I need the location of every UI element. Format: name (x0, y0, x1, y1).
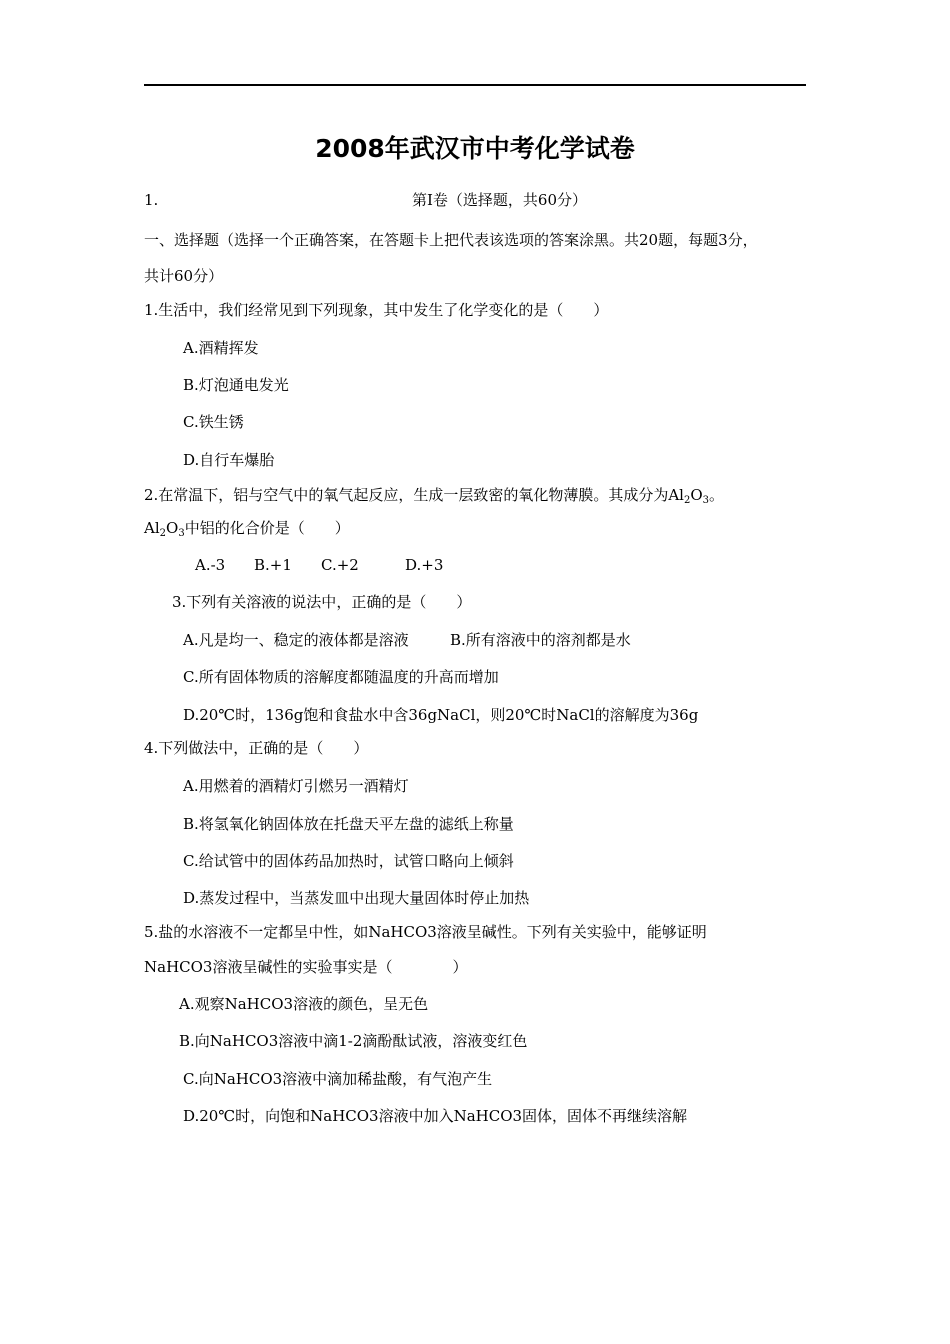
question-4-option-a: A.用燃着的酒精灯引燃另一酒精灯 (183, 777, 409, 795)
instructions-line-2: 共计60分） (144, 267, 224, 285)
question-3-option-b: B.所有溶液中的溶剂都是水 (450, 631, 631, 649)
oxygen-symbol: O (690, 486, 703, 504)
question-5-option-a: A.观察NaHCO3溶液的颜色，呈无色 (179, 995, 429, 1013)
question-3-option-a: A.凡是均一、稳定的液体都是溶液 (183, 631, 409, 649)
question-4-option-b: B.将氢氧化钠固体放在托盘天平左盘的滤纸上称量 (183, 815, 514, 833)
header-rule (144, 84, 806, 86)
question-3-option-c: C.所有固体物质的溶解度都随温度的升高而增加 (183, 668, 499, 686)
question-5-stem-line-2: NaHCO3溶液呈碱性的实验事实是（ ） (144, 958, 468, 976)
question-1-option-b: B.灯泡通电发光 (183, 376, 289, 394)
question-2-stem-text-2: 中铝的化合价是（ ） (184, 519, 350, 537)
question-1-option-d: D.自行车爆胎 (183, 451, 275, 469)
question-5-option-d: D.20℃时，向饱和NaHCO3溶液中加入NaHCO3固体，固体不再继续溶解 (183, 1107, 688, 1125)
page-title: 2008年武汉市中考化学试卷 (315, 134, 635, 163)
question-2-option-b: B.+1 (254, 556, 292, 574)
question-2-stem-text: 2.在常温下，铝与空气中的氧气起反应，生成一层致密的氧化物薄膜。其成分为Al (144, 486, 684, 504)
question-5-option-b: B.向NaHCO3溶液中滴1-2滴酚酞试液，溶液变红色 (179, 1032, 528, 1050)
subscript-2: 2 (159, 528, 167, 539)
question-5-stem-line-1: 5.盐的水溶液不一定都呈中性，如NaHCO3溶液呈碱性。下列有关实验中，能够证明 (144, 923, 707, 941)
question-3-stem: 3.下列有关溶液的说法中，正确的是（ ） (172, 593, 472, 611)
question-1-stem: 1.生活中，我们经常见到下列现象，其中发生了化学变化的是（ ） (144, 301, 609, 319)
aluminum-symbol: Al (144, 519, 160, 537)
question-4-option-d: D.蒸发过程中，当蒸发皿中出现大量固体时停止加热 (183, 889, 530, 907)
subscript-2: 2 (683, 495, 691, 506)
subscript-3: 3 (702, 495, 710, 506)
oxygen-symbol: O (166, 519, 179, 537)
question-4-stem: 4.下列做法中，正确的是（ ） (144, 739, 369, 757)
question-2-stem-line-1 (144, 485, 724, 511)
question-2-stem-line-2 (144, 518, 350, 544)
question-1-option-a: A.酒精挥发 (183, 339, 259, 357)
section-title: 第Ⅰ卷（选择题，共60分） (412, 191, 588, 209)
question-5-option-c: C.向NaHCO3溶液中滴加稀盐酸，有气泡产生 (183, 1070, 493, 1088)
question-2-period: 。 (709, 486, 725, 504)
question-4-option-c: C.给试管中的固体药品加热时，试管口略向上倾斜 (183, 852, 514, 870)
question-1-option-c: C.铁生锈 (183, 413, 244, 431)
section-number: 1. (144, 191, 159, 209)
question-3-option-d: D.20℃时，136g饱和食盐水中含36gNaCl，则20℃时NaCl的溶解度为36g (183, 706, 699, 724)
question-2-option-d: D.+3 (405, 556, 444, 574)
instructions-line-1: 一、选择题（选择一个正确答案，在答题卡上把代表该选项的答案涂黑。共20题，每题3分， (144, 231, 758, 249)
question-2-option-a: A.-3 (195, 556, 226, 574)
subscript-3: 3 (178, 528, 185, 539)
question-2-option-c: C.+2 (321, 556, 359, 574)
